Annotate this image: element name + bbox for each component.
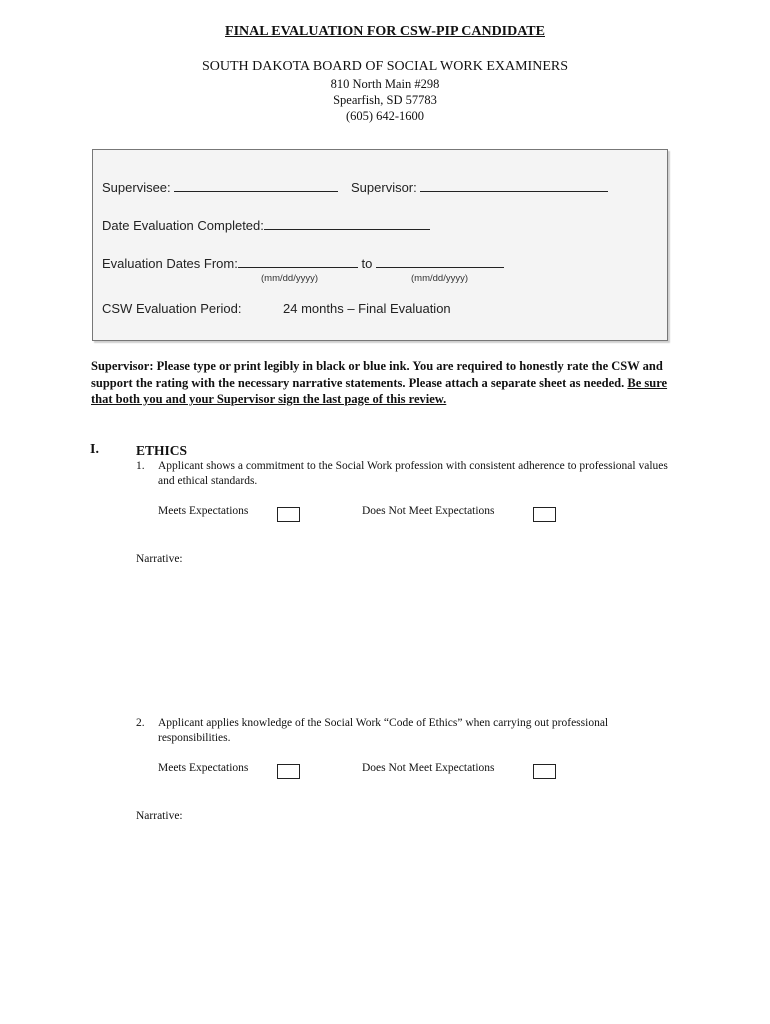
evaluation-to-field[interactable] (376, 254, 504, 268)
address-line-2: Spearfish, SD 57783 (333, 93, 437, 107)
date-completed-label: Date Evaluation Completed: (102, 218, 264, 233)
not-meets-expectations-label: Does Not Meet Expectations (362, 505, 495, 517)
date-format-hint-to: (mm/dd/yyyy) (411, 273, 468, 284)
period-label: CSW Evaluation Period: (102, 301, 242, 316)
supervisee-row (102, 178, 338, 195)
date-format-hint-from: (mm/dd/yyyy) (261, 273, 318, 284)
criterion-2 (136, 716, 676, 746)
address-line-1: 810 North Main #298 (330, 77, 440, 91)
date-completed-field[interactable] (264, 216, 430, 230)
meets-expectations-checkbox[interactable] (277, 764, 300, 779)
meets-expectations-label: Meets Expectations (158, 762, 249, 774)
criterion-text: Applicant shows a commitment to the Social Work profession with consistent adherence to professional values and ethical standards. (158, 460, 668, 487)
instructions-text: Supervisor: Please type or print legibly in black or blue ink. You are required to honestly rate the CSW and support the rating with the necessary narrative statements. Please attach a separate sheet as needed. (91, 359, 663, 390)
evaluation-from-field[interactable] (238, 254, 358, 268)
instructions-signature-note: Be sure that both you and your Supervisor sign the last page of this review. (91, 375, 668, 406)
supervisor-field[interactable] (420, 178, 608, 192)
evaluation-dates-row (102, 254, 504, 271)
meets-expectations-checkbox[interactable] (277, 507, 300, 522)
supervisee-field[interactable] (174, 178, 338, 192)
supervisor-instructions (91, 358, 691, 408)
not-meets-expectations-label: Does Not Meet Expectations (362, 762, 495, 774)
not-meets-expectations-checkbox[interactable] (533, 507, 556, 522)
date-completed-row (102, 216, 430, 233)
criterion-number: 2. (136, 717, 145, 729)
evaluation-dates-label: Evaluation Dates From: (102, 256, 238, 271)
section-number: I. (90, 442, 99, 457)
not-meets-expectations-checkbox[interactable] (533, 764, 556, 779)
section-title: ETHICS (136, 443, 188, 458)
phone-number: (605) 642-1600 (345, 109, 425, 123)
supervisor-row (351, 178, 608, 195)
period-value: 24 months – Final Evaluation (283, 301, 451, 316)
organization-name: SOUTH DAKOTA BOARD OF SOCIAL WORK EXAMINERS (201, 59, 568, 74)
document-title: FINAL EVALUATION FOR CSW-PIP CANDIDATE (225, 24, 545, 39)
to-label: to (361, 256, 373, 271)
candidate-info-box (92, 149, 668, 341)
narrative-label: Narrative: (136, 810, 183, 822)
supervisor-label: Supervisor: (351, 180, 417, 195)
criterion-text: Applicant applies knowledge of the Social Work “Code of Ethics” when carrying out professional responsibilities. (158, 717, 609, 744)
narrative-label: Narrative: (136, 553, 183, 565)
criterion-number: 1. (136, 460, 145, 472)
supervisee-label: Supervisee: (102, 180, 171, 195)
criterion-1 (136, 459, 676, 489)
meets-expectations-label: Meets Expectations (158, 505, 249, 517)
